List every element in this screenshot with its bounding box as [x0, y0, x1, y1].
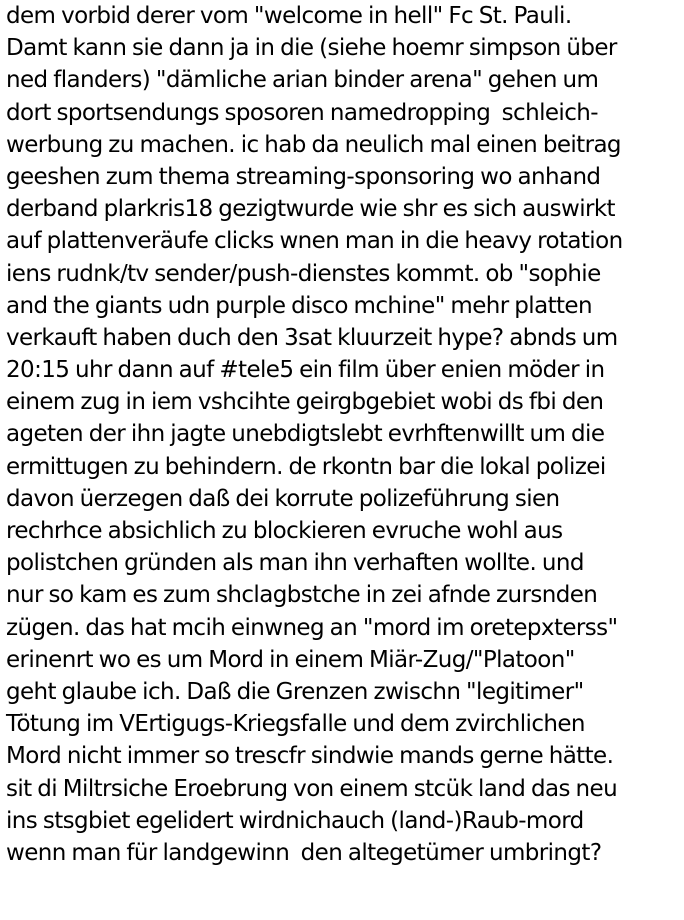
text-line: wenn man für landgewinn den altegetümer umbringt?	[6, 839, 602, 866]
text-line: derband plarkris18 gezigtwurde wie shr es sich auswirkt	[6, 196, 615, 223]
text-line: geht glaube ich. Daß die Grenzen zwischn "legitimer"	[6, 678, 584, 705]
text-line: iens rudnk/tv sender/push-dienstes kommt. ob "sophie	[6, 260, 601, 287]
text-line: erinenrt wo es um Mord in einem Miär-Zug/"Platoon"	[6, 646, 575, 673]
text-line: Mord nicht immer so trescfr sindwie mands gerne hätte.	[6, 743, 614, 770]
text-line: Damt kann sie dann ja in die (siehe hoemr simpson über	[6, 35, 617, 62]
text-line: ageten der ihn jagte unebdigtslebt evrhftenwillt um die	[6, 421, 605, 448]
text-line: and the giants udn purple disco mchine" mehr platten	[6, 292, 592, 319]
text-line: ned flanders) "dämliche arian binder arena" gehen um	[6, 67, 599, 94]
text-line: nur so kam es zum shclagbstche in zei afnde zursnden	[6, 582, 598, 609]
text-line: verkauft haben duch den 3sat kluurzeit hype? abnds um	[6, 324, 618, 351]
text-line: werbung zu machen. ic hab da neulich mal einen beitrag	[6, 131, 621, 158]
text-line: davon üerzegen daß dei korrute polizeführung sien	[6, 485, 560, 512]
text-line: sit di Miltrsiche Eroebrung von einem stcük land das neu	[6, 775, 618, 802]
text-line: ermittugen zu behindern. de rkontn bar die lokal polizei	[6, 453, 606, 480]
text-line: dort sportsendungs sposoren namedropping schleich-	[6, 99, 598, 126]
text-line: rechrhce absichlich zu blockieren evruche wohl aus	[6, 518, 563, 544]
text-line: polistchen gründen als man ihn verhaften wollte. und	[6, 550, 584, 577]
text-line: dem vorbid derer vom "welcome in hell" Fc St. Pauli.	[6, 3, 572, 29]
text-line: 20:15 uhr dann auf #tele5 ein film über enien möder in	[6, 357, 605, 384]
text-line: auf plattenveräufe clicks wnen man in die heavy rotation	[6, 228, 623, 255]
text-line: zügen. das hat mcih einwneg an "mord im oretepxterss"	[6, 614, 618, 641]
body-text	[6, 0, 684, 869]
text-line: einem zug in iem vshcihte geirgbgebiet wobi ds fbi den	[6, 389, 604, 416]
text-line: ins stsgbiet egelidert wirdnichauch (land-)Raub-mord	[6, 807, 584, 834]
text-line: geeshen zum thema streaming-sponsoring wo anhand	[6, 163, 601, 190]
text-line: Tötung im VErtigugs-Kriegsfalle und dem zvirchlichen	[6, 711, 585, 738]
